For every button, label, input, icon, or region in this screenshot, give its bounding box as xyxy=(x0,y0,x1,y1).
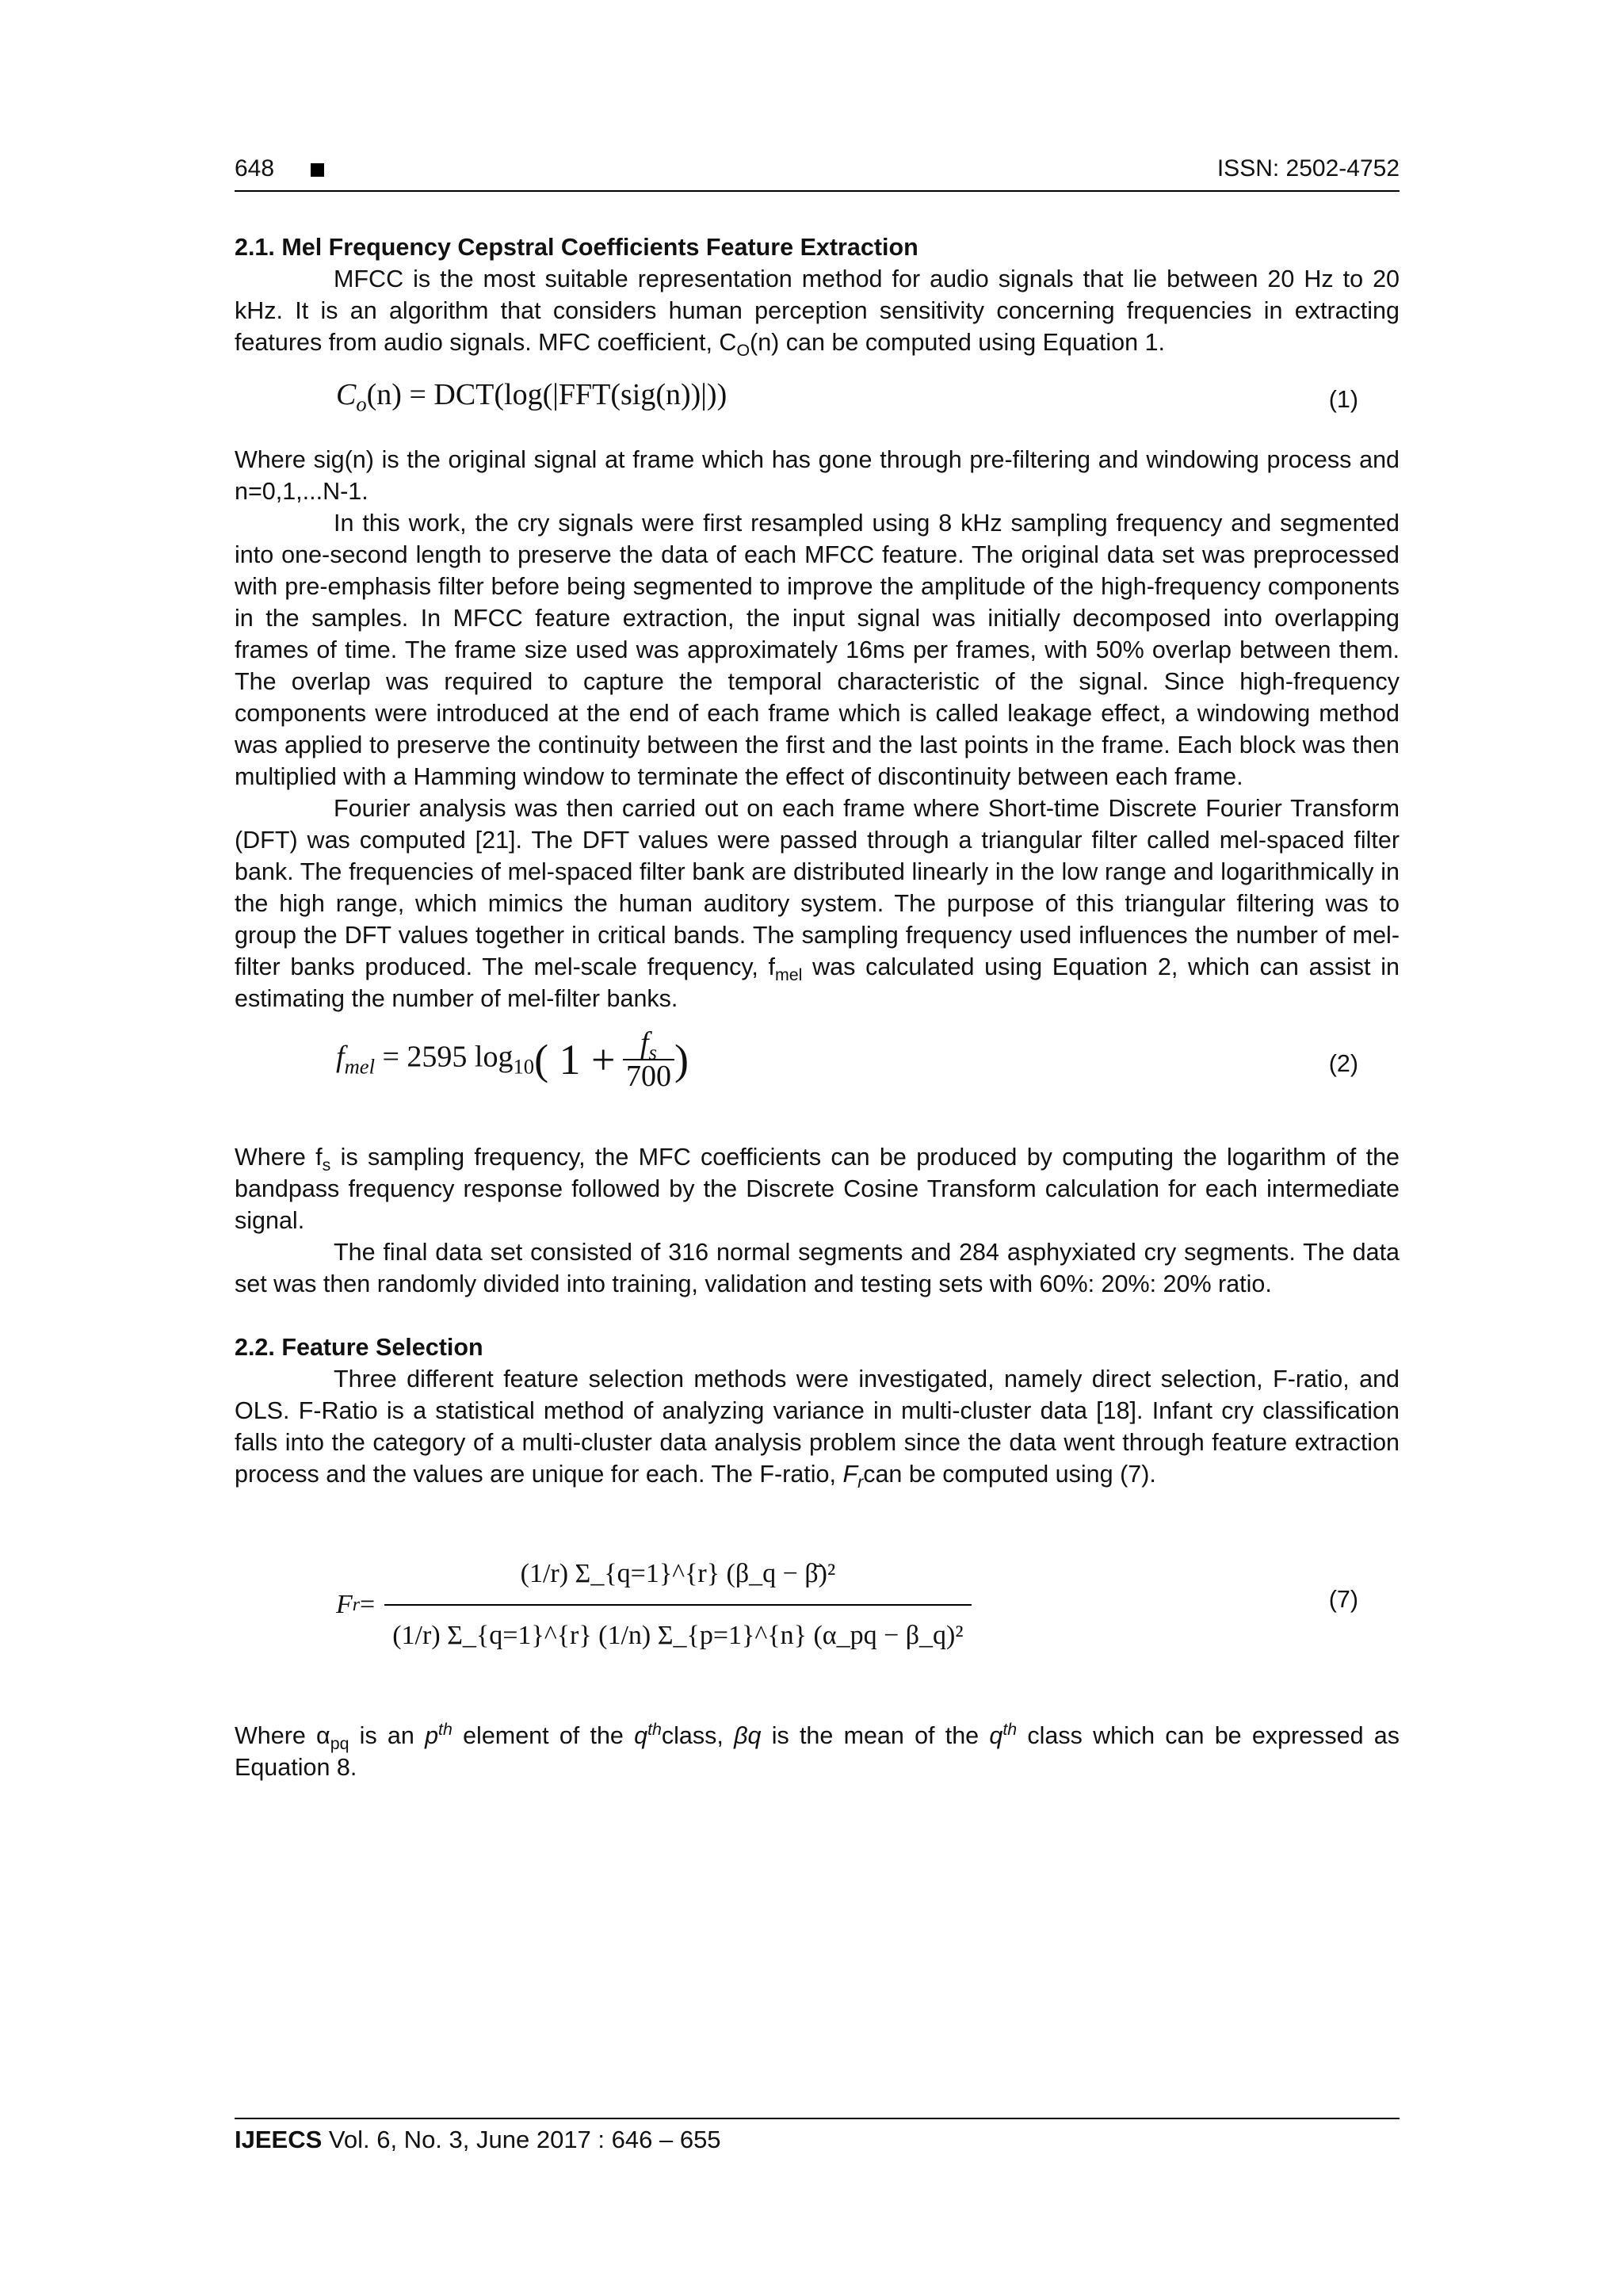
section-heading-mfcc: 2.1. Mel Frequency Cepstral Coefficients Feature Extraction xyxy=(235,234,918,261)
paragraph: Where $\alpha_{pq}$ is an $p^{th}$ element of the $q^{th}class$, βq is the mean of the $q^{th}$ class which can be expressed as Equation 8. xyxy=(235,1719,1400,1781)
equation-2: $f_{mel} = 2595$ $\log_{10}$( 1 + $\frac{f_s}{700}$ ) (2) xyxy=(336,1026,1358,1093)
paragraph: In this work, the cry signals were first resampled using 8 kHz sampling frequency and segmented into one-second length to preserve the data of each MFCC feature. The original data set was preprocessed with pre-emphasis filter before being segmented to improve the amplitude of the high-frequency components in the samples. In MFCC feature extraction, the input signal was initially decomposed into overlapping frames of time. The frame size used was approximately 16ms per frames, with 50% overlap between them. The overlap was required to capture the temporal characteristic of the signal. Since high-frequency components were introduced at the end of each frame which is called leakage effect, a windowing method was applied to preserve the continuity between the first and the last points in the frame. Each block was then multiplied with a Hamming window to terminate the effect of discontinuity between each frame. xyxy=(235,510,1400,790)
equation-number: (1) xyxy=(1328,386,1358,413)
paragraph: MFCC is the most suitable representation method for audio signals that lie between 20 Hz to 20 kHz. It is an algorithm that considers human perception sensitivity concerning frequencies in extracting features from audio signals. MFC coefficient, $C_O(n)$ can be computed using Equation 1. xyxy=(235,266,1400,361)
paragraph: Fourier analysis was then carried out on each frame where Short-time Discrete Fourier Transform (DFT) was computed [21]. The DFT values were passed through a triangular filter called mel-spaced filter bank. The frequencies of mel-spaced filter bank are distributed linearly in the low range and logarithmically in the high range, which mimics the human auditory system. The purpose of this triangular filtering was to group the DFT values together in critical bands. The sampling frequency used influences the number of mel-filter banks produced. The mel-scale frequency, $f_{mel}$ was calculated using Equation 2, which can assist in estimating the number of mel-filter banks. xyxy=(235,795,1400,1012)
equation-number: (2) xyxy=(1328,1050,1358,1077)
paragraph: The final data set consisted of 316 normal segments and 284 asphyxiated cry segments. The data set was then randomly divided into training, validation and testing sets with 60%: 20%: 20% ratio. xyxy=(235,1239,1400,1297)
paragraph: Where $f_s$ is sampling frequency, the MFC coefficients can be produced by computing the logarithm of the bandpass frequency response followed by the Discrete Cosine Transform calculation for each intermediate signal. xyxy=(235,1144,1400,1234)
journal-name: IJEECS xyxy=(235,2126,323,2153)
page-footer xyxy=(235,2118,1400,2154)
page-number: 648 xyxy=(235,155,275,181)
equation-7: F r = $\frac{\text{(1/r) Σ\_\{q=1\}\textasciicircum{}\{r\} (β\_q − β̄)²}}{\text{(1/r) Σ\_\{q=1\}\textasciicircum{}\{r\} (1/n) Σ\_\{p=1\}\textasciicircum{}\{n\} (α\_pq − β\_q)²}}$ (7) xyxy=(235,1490,1400,1720)
paragraph: Where sig(n) is the original signal at frame which has gone through pre-filtering and windowing process and n=0,1,...N-1. xyxy=(235,446,1400,505)
issn: ISSN: 2502-4752 xyxy=(1216,155,1400,181)
equation-number: (7) xyxy=(1328,1586,1358,1613)
citation: Vol. 6, No. 3, June 2017 : 646 – 655 xyxy=(322,2126,721,2153)
paragraph: Three different feature selection methods were investigated, namely direct selection, F-ratio, and OLS. F-Ratio is a statistical method of analyzing variance in multi-cluster data [18]. Infant cry classification falls into the category of a multi-cluster data analysis problem since the data went through feature extraction process and the values are unique for each. The F-ratio, $F_rcan$ be computed using (7). xyxy=(235,1366,1400,1492)
header-bullet-icon xyxy=(311,163,324,177)
section-heading-feature-selection: 2.2. Feature Selection xyxy=(235,1334,483,1361)
equation-1: $C_o(n) = DCT(\log(|FFT(sig(n))|))$ (1) xyxy=(336,378,1358,416)
eq7-denominator: (1/r) Σ_{q=1}^{r} (1/n) Σ_{p=1}^{n} (α_pq − β_q)² xyxy=(392,1621,964,1650)
page-header xyxy=(235,155,1400,192)
eq7-numerator: (1/r) Σ_{q=1}^{r} (β_q − β̄)² xyxy=(384,1544,971,1606)
main-content xyxy=(235,231,1400,1783)
